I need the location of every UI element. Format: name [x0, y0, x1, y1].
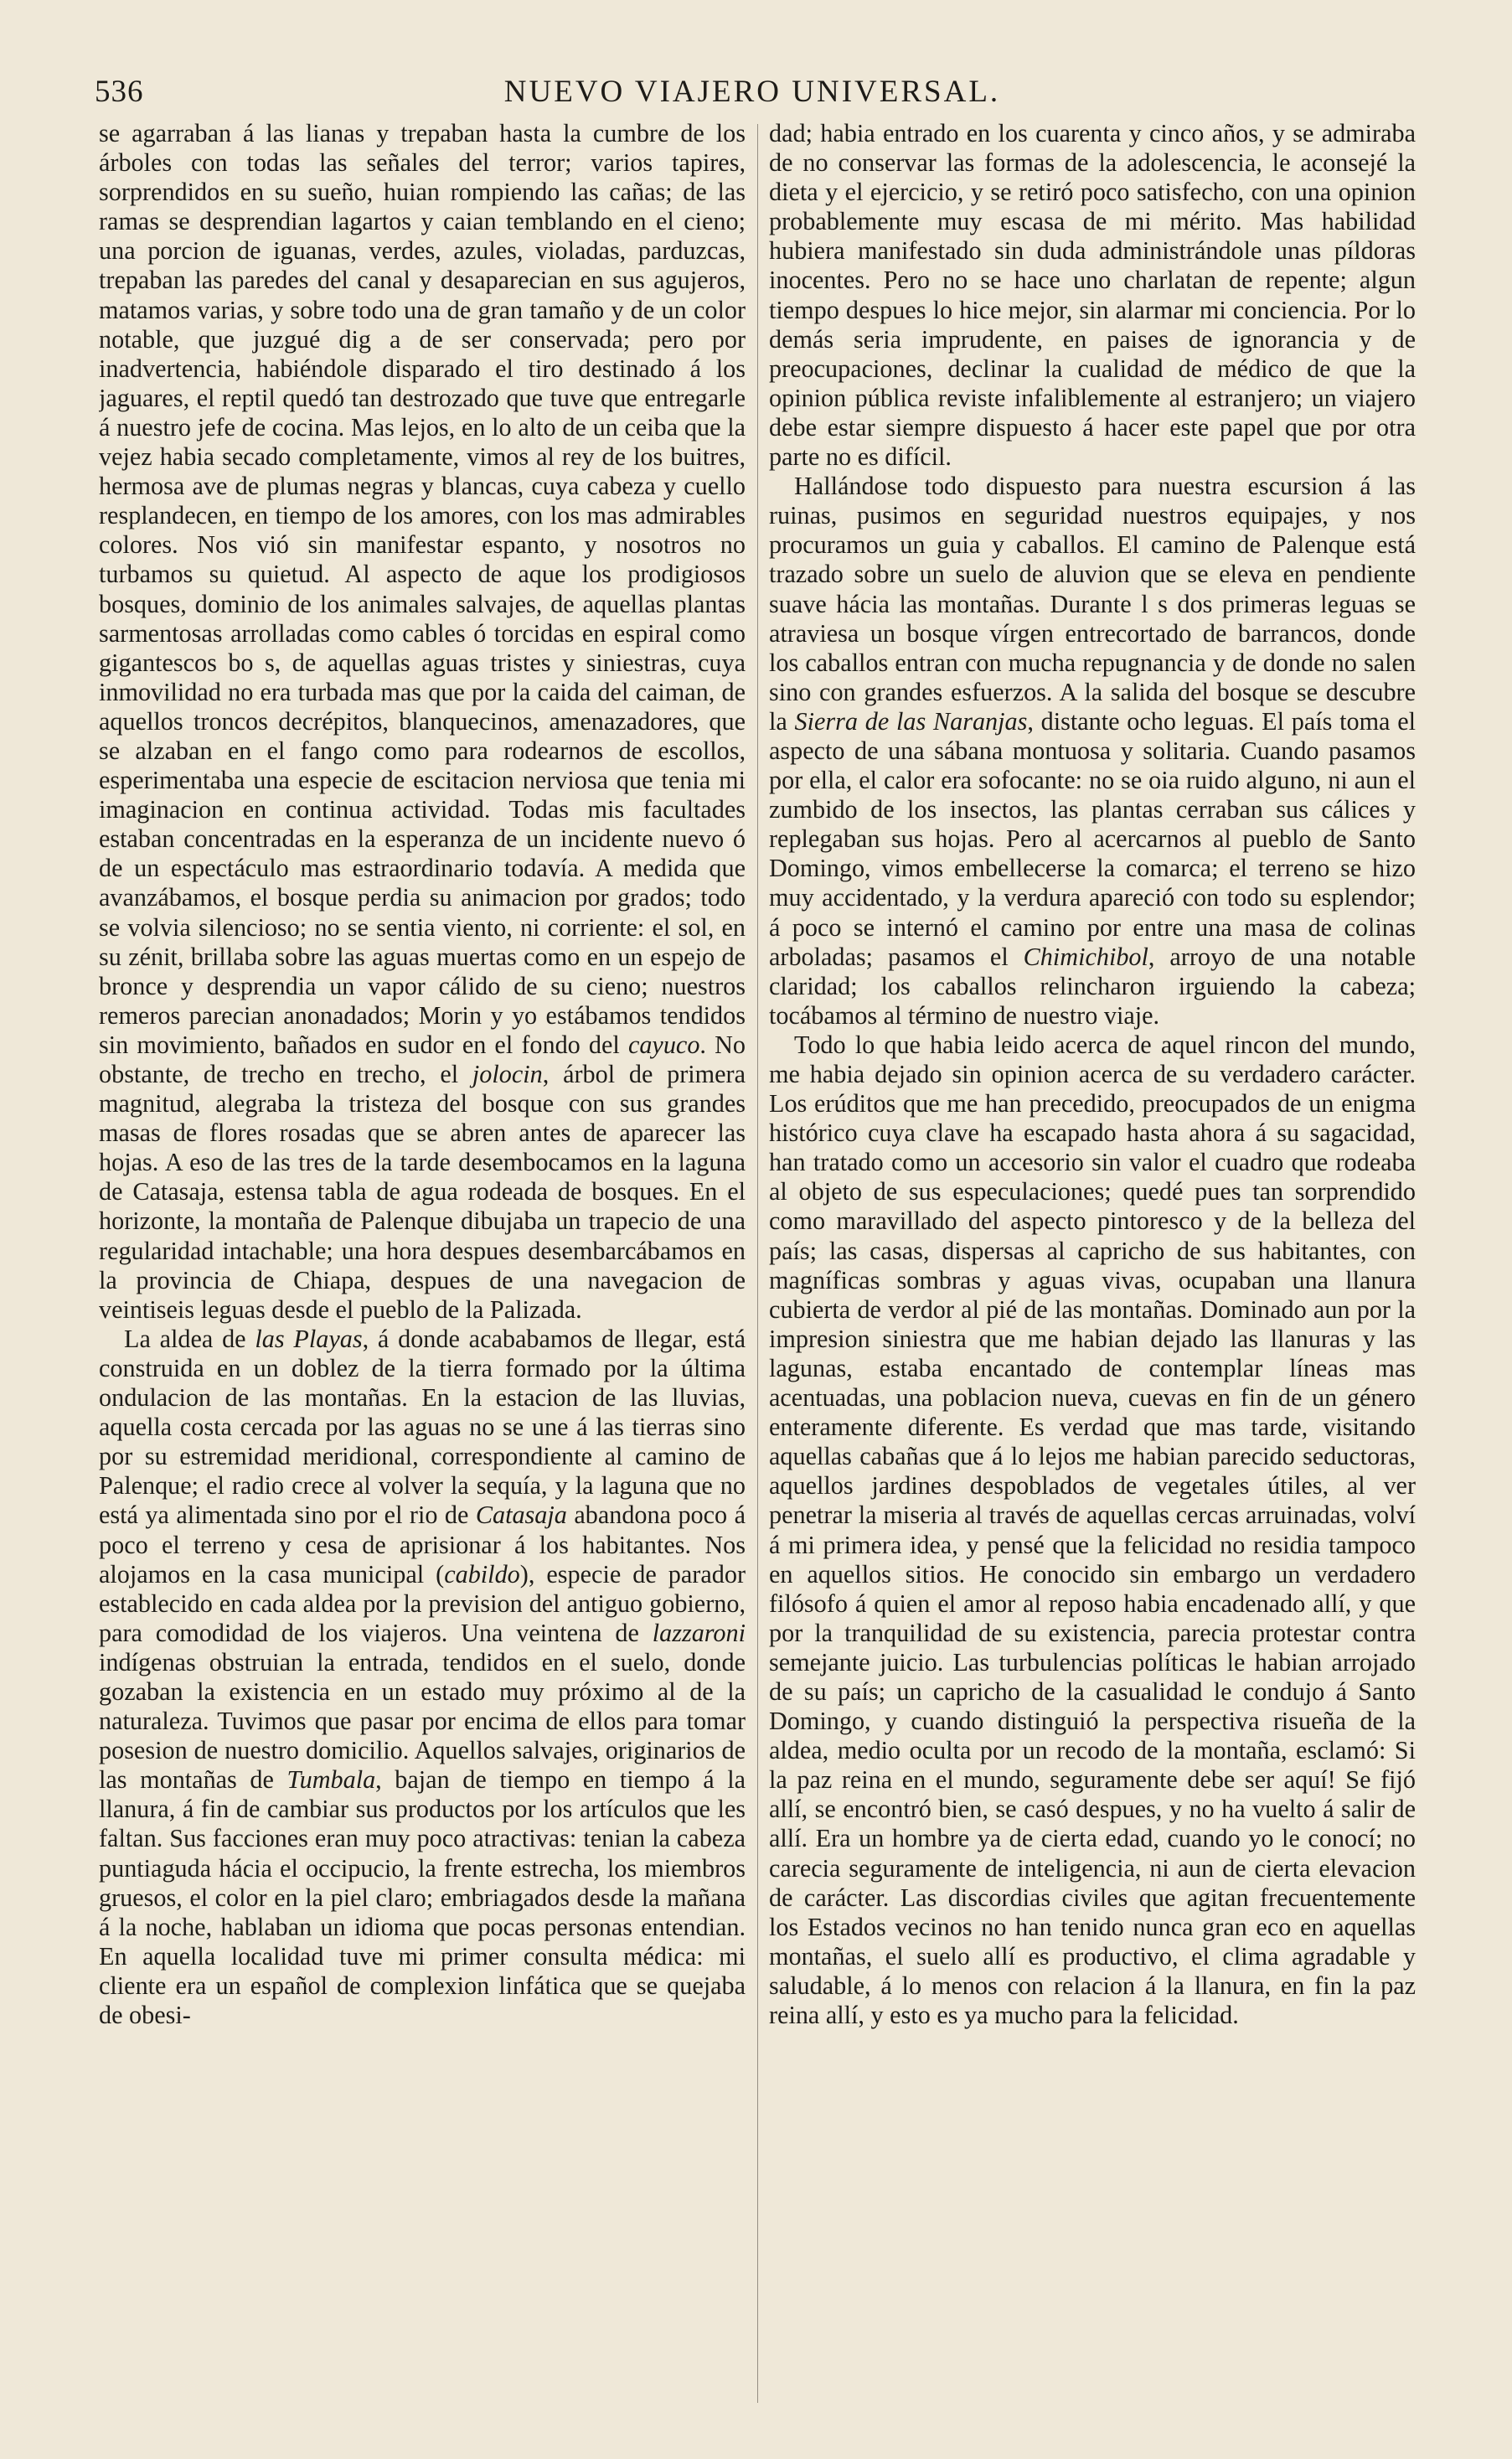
page-number: 536	[95, 75, 144, 109]
left-paragraph-2: La aldea de las Playas, á donde acababamos de llegar, está construida en un doblez de la tierra formado por la última ondulacion de las montañas. En la estacion de las lluvias, aquella costa cercada por las aguas no se une á las tierras sino por su estremidad meridional, correspondiente al camino de Palenque; el radio crece al volver la sequía, y la laguna que no está ya alimentada sino por el rio de Catasaja abandona poco á poco el terreno y cesa de aprisionar á los habitantes. Nos alojamos en la casa municipal (cabildo), especie de parador establecido en cada aldea por la prevision del antiguo gobierno, para comodidad de los viajeros. Una veintena de lazzaroni indígenas obstruian la entrada, tendidos en el suelo, donde gozaban la existencia en un estado muy próximo al de la naturaleza. Tuvimos que pasar por encima de ellos para tomar posesion de nuestro domicilio. Aquellos salvajes, originarios de las montañas de Tumbala, bajan de tiempo en tiempo á la llanura, á fin de cambiar sus productos por los artículos que les faltan. Sus facciones eran muy poco atractivas: tenian la cabeza puntiaguda hácia el occipucio, la frente estrecha, los miembros gruesos, el color en la piel claro; embriagados desde la mañana á la noche, hablaban un idioma que pocas personas entendian. En aquella localidad tuve mi primer consulta médica: mi cliente era un español de complexion linfática que se quejaba de obesi-	[99, 1324, 746, 2029]
left-column	[99, 119, 746, 2415]
page-header	[95, 74, 1410, 114]
column-divider	[757, 124, 758, 2403]
right-column	[769, 119, 1416, 2415]
running-title: NUEVO VIAJERO UNIVERSAL.	[503, 75, 1001, 109]
right-paragraph-2: Hallándose todo dispuesto para nuestra escursion á las ruinas, pusimos en seguridad nuestros equipajes, y nos procuramos un guia y caballos. El camino de Palenque está trazado sobre un suelo de aluvion que se eleva en pendiente suave hácia las montañas. Durante l s dos primeras leguas se atraviesa un bosque vírgen entrecortado de barrancos, donde los caballos entran con mucha repugnancia y de donde no salen sino con grandes esfuerzos. A la salida del bosque se descubre la Sierra de las Naranjas, distante ocho leguas. El país toma el aspecto de una sábana montuosa y solitaria. Cuando pasamos por ella, el calor era sofocante: no se oia ruido alguno, ni aun el zumbido de los insectos, las plantas cerraban sus cálices y replegaban sus hojas. Pero al acercarnos al pueblo de Santo Domingo, vimos embellecerse la comarca; el terreno se hizo muy accidentado, y la verdura apareció con todo su esplendor; á poco se internó el camino por entre una masa de colinas arboladas; pasamos el Chimichibol, arroyo de una notable claridad; los caballos relincharon irguiendo la cabeza; tocábamos al término de nuestro viaje.	[769, 472, 1416, 1030]
text-columns	[99, 119, 1416, 2415]
left-paragraph-1: se agarraban á las lianas y trepaban hasta la cumbre de los árboles con todas las señales del terror; varios tapires, sorprendidos en su sueño, huian rompiendo las cañas; de las ramas se desprendian lagartos y caian temblando en el cieno; una porcion de iguanas, verdes, azules, violadas, parduzcas, trepaban las paredes del canal y desaparecian en sus agujeros, matamos varias, y sobre todo una de gran tamaño y de un color notable, que juzgué dig a de ser conservada; pero por inadvertencia, habiéndole disparado el tiro destinado á los jaguares, el reptil quedó tan destrozado que tuve que entregarle á nuestro jefe de cocina. Mas lejos, en lo alto de un ceiba que la vejez habia secado completamente, vimos al rey de los buitres, hermosa ave de plumas negras y blancas, cuya cabeza y cuello resplandecen, en tiempo de los amores, con los mas admirables colores. Nos vió sin manifestar espanto, y nosotros no turbamos su quietud. Al aspecto de aque los prodigiosos bosques, dominio de los animales salvajes, de aquellas plantas sarmentosas arrolladas como cables ó torcidas en espiral como gigantescos bo s, de aquellas aguas tristes y siniestras, cuya inmovilidad no era turbada mas que por la caida del caiman, de aquellos troncos decrépitos, blanquecinos, amenazadores, que se alzaban en el fango como para rodearnos de escollos, esperimentaba una especie de escitacion nerviosa que tenia mi imaginacion en continua actividad. Todas mis facultades estaban concentradas en la esperanza de un incidente nuevo ó de un espectáculo mas estraordinario todavía. A medida que avanzábamos, el bosque perdia su animacion por grados; todo se volvia silencioso; no se sentia viento, ni corriente: el sol, en su zénit, brillaba sobre las aguas muertas como en un espejo de bronce y desprendia un vapor cálido de su cieno; nuestros remeros parecian anonadados; Morin y yo estábamos tendidos sin movimiento, bañados en sudor en el fondo del cayuco. No obstante, de trecho en trecho, el jolocin, árbol de primera magnitud, alegraba la tristeza del bosque con sus grandes masas de flores rosadas que se abren antes de aparecer las hojas. A eso de las tres de la tarde desembocamos en la laguna de Catasaja, estensa tabla de agua rodeada de bosques. En el horizonte, la montaña de Palenque dibujaba un trapecio de una regularidad intachable; una hora despues desembarcábamos en la provincia de Chiapa, despues de una navegacion de veintiseis leguas desde el pueblo de la Palizada.	[99, 119, 746, 1324]
right-paragraph-1: dad; habia entrado en los cuarenta y cinco años, y se admiraba de no conservar las formas de la adolescencia, le aconsejé la dieta y el ejercicio, y se retiró poco satisfecho, con una opinion probablemente muy escasa de mi mérito. Mas habilidad hubiera manifestado sin duda administrándole unas píldoras inocentes. Pero no se hace uno charlatan de repente; algun tiempo despues lo hice mejor, sin alarmar mi conciencia. Por lo demás seria imprudente, en paises de ignorancia y de preocupaciones, declinar la cualidad de médico de que la opinion pública reviste infaliblemente al estranjero; un viajero debe estar siempre dispuesto á hacer este papel que por otra parte no es difícil.	[769, 119, 1416, 472]
right-paragraph-3: Todo lo que habia leido acerca de aquel rincon del mundo, me habia dejado sin opinion acerca de su verdadero carácter. Los erúditos que me han precedido, preocupados de un enigma histórico cuya clave ha escapado hasta ahora á su sagacidad, han tratado como un accesorio sin valor el cuadro que rodeaba al objeto de sus especulaciones; quedé pues tan sorprendido como maravillado del aspecto pintoresco y de la belleza del país; las casas, dispersas al capricho de sus habitantes, con magníficas sombras y aguas vivas, ocupaban una llanura cubierta de verdor al pié de las montañas. Dominado aun por la impresion siniestra que me habian dejado las llanuras y las lagunas, estaba encantado de contemplar líneas mas acentuadas, una poblacion nueva, cuevas en fin de un género enteramente diferente. Es verdad que mas tarde, visitando aquellas cabañas que á lo lejos me habian parecido seductoras, aquellos jardines despoblados de vegetales útiles, al ver penetrar la miseria al través de aquellas cercas arruinadas, volví á mi primera idea, y pensé que la felicidad no residia tampoco en aquellos sitios. He conocido sin embargo un verdadero filósofo á quien el amor al reposo habia encadenado allí, y que por la tranquilidad de su existencia, parecia protestar contra semejante juicio. Las turbulencias políticas le habian arrojado de su país; un capricho de la casualidad le condujo á Santo Domingo, y cuando distinguió la perspectiva risueña de la aldea, medio oculta por un recodo de la montaña, esclamó: Si la paz reina en el mundo, seguramente debe ser aquí! Se fijó allí, se encontró bien, se casó despues, y no ha vuelto á salir de allí. Era un hombre ya de cierta edad, cuando yo le conocí; no carecia seguramente de inteligencia, ni aun de cierta elevacion de carácter. Las discordias civiles que agitan frecuentemente los Estados vecinos no han tenido nunca gran eco en aquellas montañas, el suelo allí es productivo, el clima agradable y saludable, á lo menos con relacion á la llanura, en fin la paz reina allí, y esto es ya mucho para la felicidad.	[769, 1030, 1416, 2029]
